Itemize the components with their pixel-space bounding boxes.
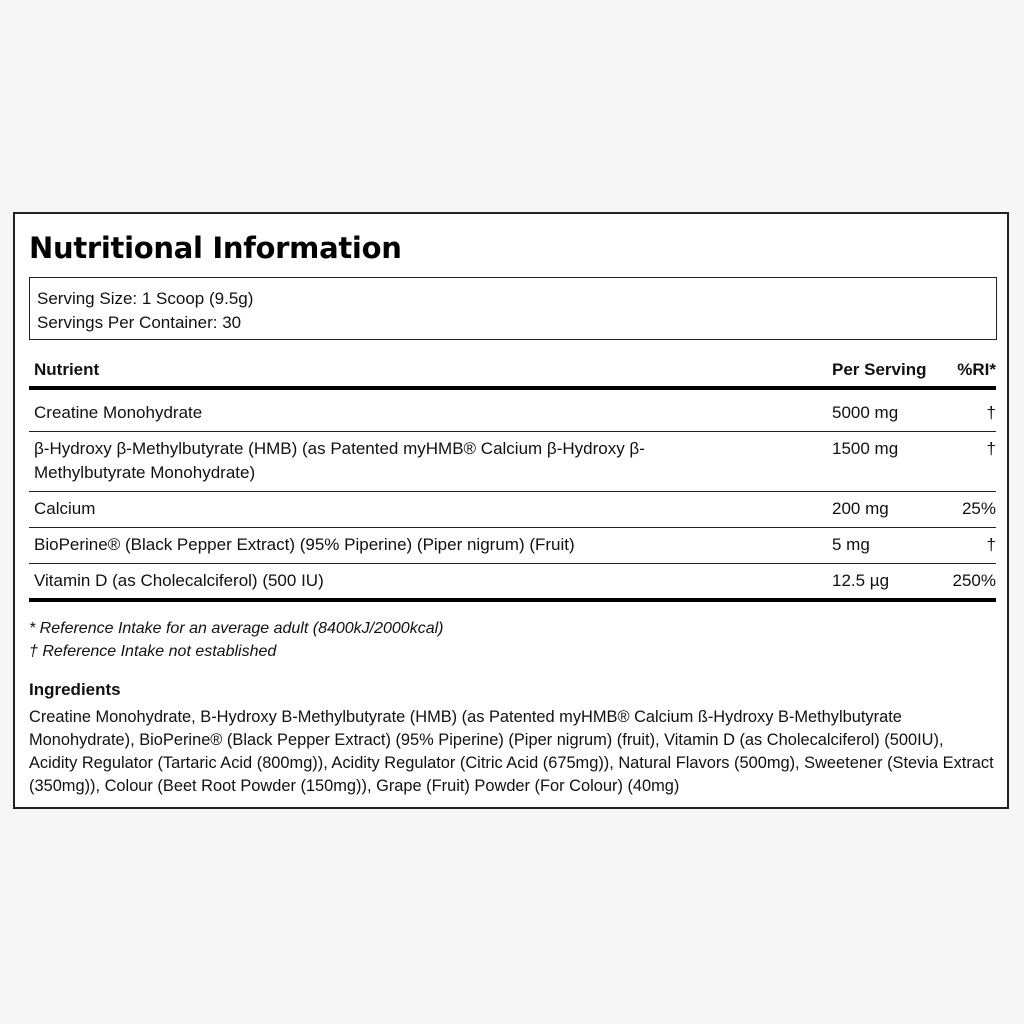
header-nutrient: Nutrient xyxy=(34,360,100,379)
footnote-reference-intake: * Reference Intake for an average adult (8400kJ/2000kcal) xyxy=(29,620,444,637)
footnote-not-established: † Reference Intake not established xyxy=(29,643,277,660)
ri-value: † xyxy=(986,439,996,458)
table-row xyxy=(29,390,996,432)
ingredients-heading: Ingredients xyxy=(29,680,121,699)
ri-value: † xyxy=(986,535,996,554)
page-title: Nutritional Information xyxy=(29,231,402,265)
ri-value: 25% xyxy=(961,499,996,518)
nutrient-table xyxy=(29,354,996,602)
nutrient-name: β-Hydroxy β-Methylbutyrate (HMB) (as Patented myHMB® Calcium β-Hydroxy β-Methylbutyrate Monohydrate) xyxy=(34,439,645,482)
per-serving-value: 5000 mg xyxy=(832,403,899,422)
nutrient-name: Calcium xyxy=(34,499,96,518)
per-serving-value: 12.5 µg xyxy=(832,571,890,590)
table-row xyxy=(29,564,996,602)
nutrient-name: Vitamin D (as Cholecalciferol) (500 IU) xyxy=(34,571,324,590)
table-row xyxy=(29,492,996,528)
ingredients-text: Creatine Monohydrate, B-Hydroxy B-Methylbutyrate (HMB) (as Patented myHMB® Calcium ß-Hydroxy B-Methylbutyrate Monohydrate), BioPerine® (Black Pepper Extract) (95% Piperine) (Piper nigrum) (fruit), Vitamin D (as Cholecalciferol) (500IU), Acidity Regulator (Tartaric Acid (800mg)), Acidity Regulator (Citric Acid (675mg)), Natural Flavors (500mg), Sweetener (Stevia Extract (350mg)), Colour (Beet Root Powder (150mg)), Grape (Fruit) Powder (For Colour) (40mg) xyxy=(29,708,994,795)
servings-per-container: Servings Per Container: 30 xyxy=(37,313,242,332)
per-serving-value: 1500 mg xyxy=(832,439,899,458)
serving-size: Serving Size: 1 Scoop (9.5g) xyxy=(37,289,254,308)
per-serving-value: 5 mg xyxy=(832,535,870,554)
table-row xyxy=(29,528,996,564)
ri-value: † xyxy=(986,403,996,422)
serving-info-box xyxy=(29,277,997,340)
header-per-serving: Per Serving xyxy=(832,360,927,379)
table-row xyxy=(29,432,996,492)
nutrition-panel xyxy=(13,212,1009,809)
per-serving-value: 200 mg xyxy=(832,499,889,518)
table-header xyxy=(29,354,996,390)
nutrient-name: BioPerine® (Black Pepper Extract) (95% Piperine) (Piper nigrum) (Fruit) xyxy=(34,535,575,554)
nutrient-name: Creatine Monohydrate xyxy=(34,403,203,422)
footnotes xyxy=(29,617,443,663)
header-ri: %RI* xyxy=(957,360,996,379)
ri-value: 250% xyxy=(952,571,996,590)
